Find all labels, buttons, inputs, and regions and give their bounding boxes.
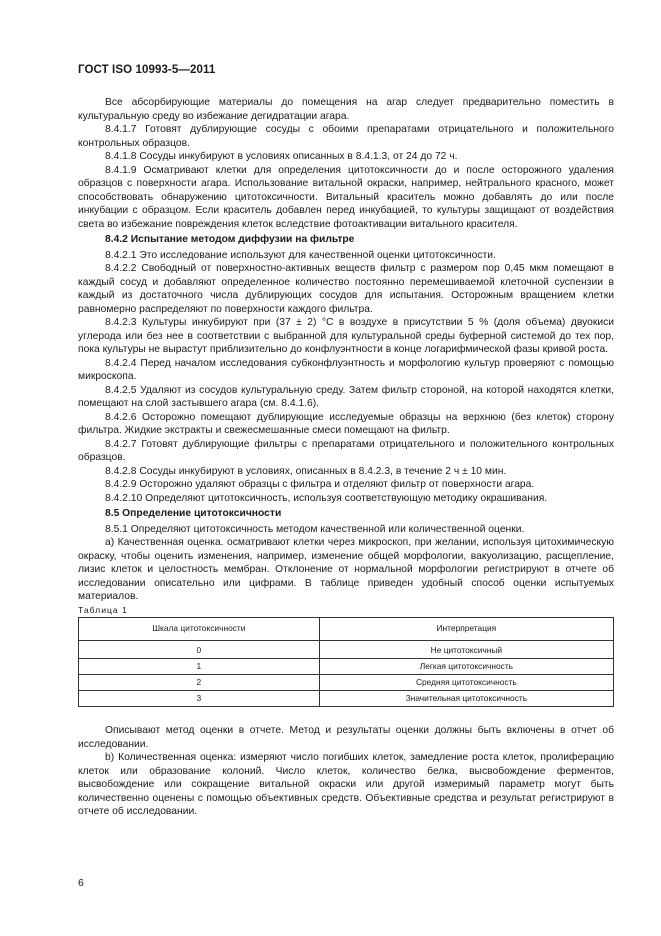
scale-cell: 1 [79, 659, 320, 675]
table-row [79, 691, 614, 707]
interpretation-cell: Не цитотоксичный [319, 641, 613, 659]
header-scale: Шкала цитотоксичности [79, 618, 320, 641]
paragraph: 8.5.1 Определяют цитотоксичность методом качественной или количественной оценки. [105, 523, 525, 535]
paragraph: 8.4.2.7 Готовят дублирующие фильтры с препаратами отрицательного и положительного контрольных образцов. [78, 438, 614, 463]
paragraph: 8.4.2.10 Определяют цитотоксичность, используя соответствующую методику окрашивания. [105, 492, 548, 504]
paragraph: Описывают метод оценки в отчете. Метод и результаты оценки должны быть включены в отчет об исследовании. [78, 725, 614, 750]
page-number: 6 [78, 877, 84, 889]
table-caption: Таблица 1 [78, 604, 128, 615]
document-header: ГОСТ ISO 10993-5—2011 [78, 64, 216, 76]
paragraph: 8.4.2.4 Перед началом исследования субконфлуэнтность и морфологию культур проверяют с помощью микроскопа. [78, 357, 614, 382]
paragraph: 8.4.2.5 Удаляют из сосудов культуральную среду. Затем фильтр стороной, на которой находятся клетки, помещают на слой застывшего агара (см. 8.4.1.6). [78, 384, 614, 409]
paragraph: 8.4.1.7 Готовят дублирующие сосуды с обоими препаратами отрицательного и положительного контрольных образцов. [78, 124, 614, 149]
document-body [78, 96, 614, 819]
interpretation-cell: Средняя цитотоксичность [319, 675, 613, 691]
table-row [79, 659, 614, 675]
paragraph: b) Количественная оценка: измеряют число погибших клеток, замедление роста клеток, пролиферацию клеток или образование колоний. Число клеток, количество белка, высвобождение ферментов, высвобождение или сокращение витальной окраски или другой измеримый параметр могут быть количественно оценены с помощью объективных средств. Объективные средства и результат регистрируют в отчете об исследовании. [78, 752, 614, 817]
section-heading: 8.4.2 Испытание методом диффузии на фильтре [105, 234, 355, 245]
table-header-row [79, 618, 614, 641]
text-section-before-table [78, 96, 614, 604]
table-row [79, 641, 614, 659]
paragraph: 8.4.2.3 Культуры инкубируют при (37 ± 2) °С в воздухе в присутствии 5 % (доля объема) двуокиси углерода или без нее в соответствии с выбранной для культуральной среды буферной системой до тех пор, пока культуры не вырастут приблизительно до конфлуэнтности в конце логарифмической фазы кривой роста. [78, 317, 614, 355]
paragraph: 8.4.2.6 Осторожно помещают дублирующие исследуемые образцы на верхнюю (без клеток) сторону фильтра. Жидкие экстракты и свежесмешанные смеси помещают на фильтр. [78, 411, 614, 436]
interpretation-cell: Значительная цитотоксичность [319, 691, 613, 707]
interpretation-cell: Легкая цитотоксичность [319, 659, 613, 675]
paragraph: 8.4.1.8 Сосуды инкубируют в условиях описанных в 8.4.1.3, от 24 до 72 ч. [105, 151, 458, 162]
paragraph: 8.4.2.9 Осторожно удаляют образцы с фильтра и отделяют фильтр от поверхности агара. [105, 479, 535, 490]
paragraph: а) Качественная оценка. осматривают клетки через микроскоп, при желании, используя цитохимическую окраску, чтобы оценить изменения, например, изменение общей морфологии, вакуолизацию, расщепление, лизис клеток и целостность мембран. Отклонение от нормальной морфологии регистрируют в отчете об исследовании описательно или цифрами. В таблице приведен удобный способ оценки испытуемых материалов. [78, 537, 614, 602]
scale-cell: 0 [79, 641, 320, 659]
paragraph: 8.4.2.1 Это исследование используют для качественной оценки цитотоксичности. [105, 249, 496, 261]
paragraph: Все абсорбирующие материалы до помещения на агар следует предварительно поместить в культуральную среду во избежание дегидратации агара. [78, 97, 614, 122]
section-heading: 8.5 Определение цитотоксичности [105, 508, 282, 519]
cytotoxicity-scale-table [78, 617, 614, 707]
table-row [79, 675, 614, 691]
paragraph: 8.4.2.8 Сосуды инкубируют в условиях, описанных в 8.4.2.3, в течение 2 ч ± 10 мин. [105, 465, 507, 477]
paragraph: 8.4.1.9 Осматривают клетки для определения цитотоксичности до и после осторожного удаления образцов с поверхности агара. Использование витальной окраски, например, нейтрального красного, может способствовать обнаружению цитотоксичности. Витальный краситель можно добавлять до или после инкубации с образцом. Если краситель добавлен перед инкубацией, то культуры защищают от воздействия света во избежание повреждения клеток вследствие фотоактивации витального красителя. [78, 164, 614, 230]
paragraph: 8.4.2.2 Свободный от поверхностно-активных веществ фильтр с размером пор 0,45 мкм помещают в каждый сосуд и добавляют определенное количество постоянно перемешиваемой клеточной суспензии в каждый из достаточного числа дублирующих сосудов для испытания. Осторожным вращением клетки равномерно распределяют по поверхности каждого фильтра. [78, 263, 614, 315]
scale-cell: 2 [79, 675, 320, 691]
text-section-after-table [78, 724, 614, 819]
header-interpretation: Интерпретация [319, 618, 613, 641]
scale-cell: 3 [79, 691, 320, 707]
